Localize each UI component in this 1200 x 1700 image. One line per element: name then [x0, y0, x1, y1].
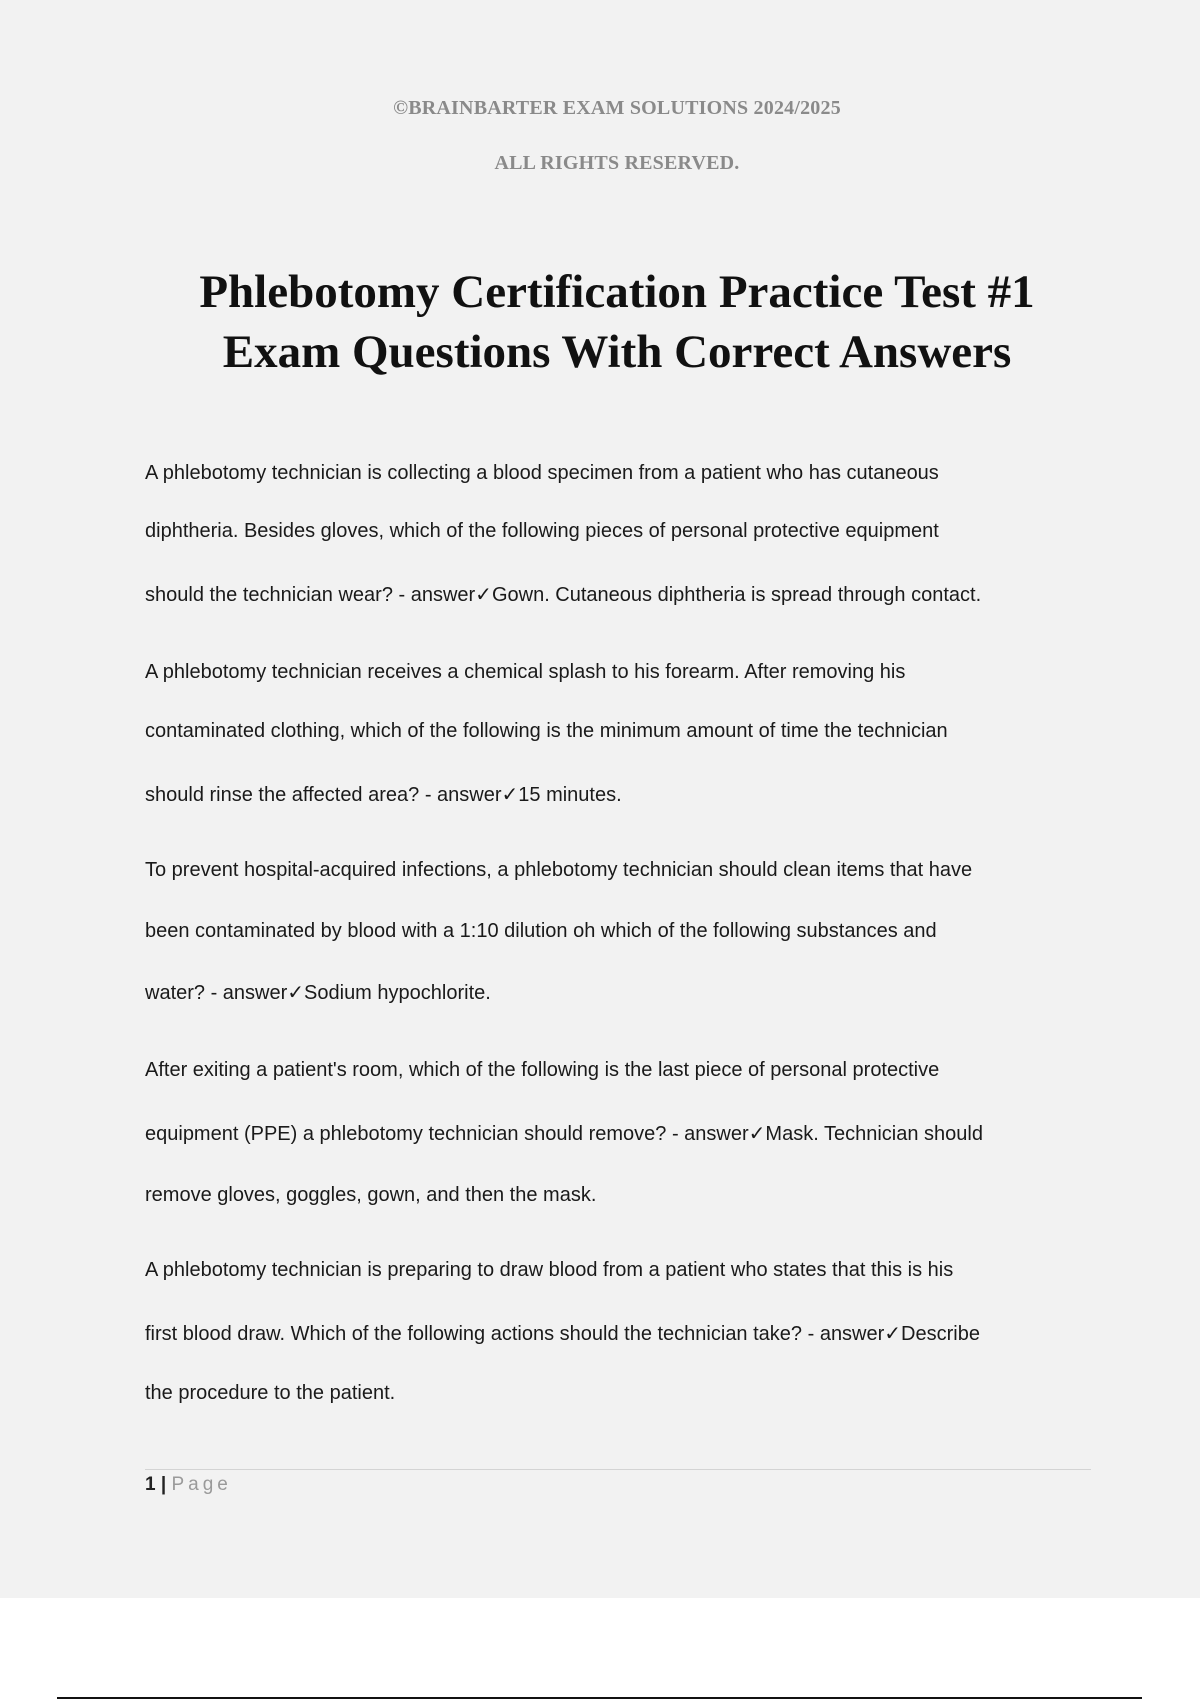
question-line: diphtheria. Besides gloves, which of the following pieces of personal protective equipment [145, 520, 939, 542]
question-line: been contaminated by blood with a 1:10 dilution oh which of the following substances and [145, 920, 937, 942]
page-number: 1 [145, 1474, 156, 1495]
document-title [0, 262, 1200, 382]
footer-divider [145, 1469, 1091, 1470]
question-line: water? - answer✓Sodium hypochlorite. [145, 982, 491, 1004]
question-line: equipment (PPE) a phlebotomy technician should remove? - answer✓Mask. Technician should [145, 1123, 983, 1145]
question-line: A phlebotomy technician is collecting a blood specimen from a patient who has cutaneous [145, 462, 939, 484]
rights-reserved-header: ALL RIGHTS RESERVED. [494, 152, 740, 174]
next-page-divider [57, 1697, 1142, 1699]
title-line-1: Phlebotomy Certification Practice Test #1 [199, 266, 1035, 318]
footer-separator: | [160, 1474, 167, 1495]
question-line: After exiting a patient's room, which of the following is the last piece of personal protective [145, 1059, 940, 1081]
page-label: Page [171, 1474, 232, 1495]
question-line: remove gloves, goggles, gown, and then the mask. [145, 1184, 597, 1206]
question-line: first blood draw. Which of the following actions should the technician take? - answer✓Describe [145, 1323, 980, 1345]
title-line-2: Exam Questions With Correct Answers [222, 326, 1012, 378]
question-line: should rinse the affected area? - answer✓15 minutes. [145, 784, 622, 806]
question-line: the procedure to the patient. [145, 1382, 396, 1404]
copyright-header: ©BRAINBARTER EXAM SOLUTIONS 2024/2025 [393, 97, 841, 119]
page-footer [145, 1474, 232, 1496]
question-line: A phlebotomy technician receives a chemical splash to his forearm. After removing his [145, 661, 906, 683]
question-line: should the technician wear? - answer✓Gown. Cutaneous diphtheria is spread through contact. [145, 584, 982, 606]
question-line: contaminated clothing, which of the following is the minimum amount of time the technician [145, 720, 948, 742]
question-line: To prevent hospital-acquired infections, a phlebotomy technician should clean items that have [145, 859, 973, 881]
question-line: A phlebotomy technician is preparing to draw blood from a patient who states that this is his [145, 1259, 954, 1281]
